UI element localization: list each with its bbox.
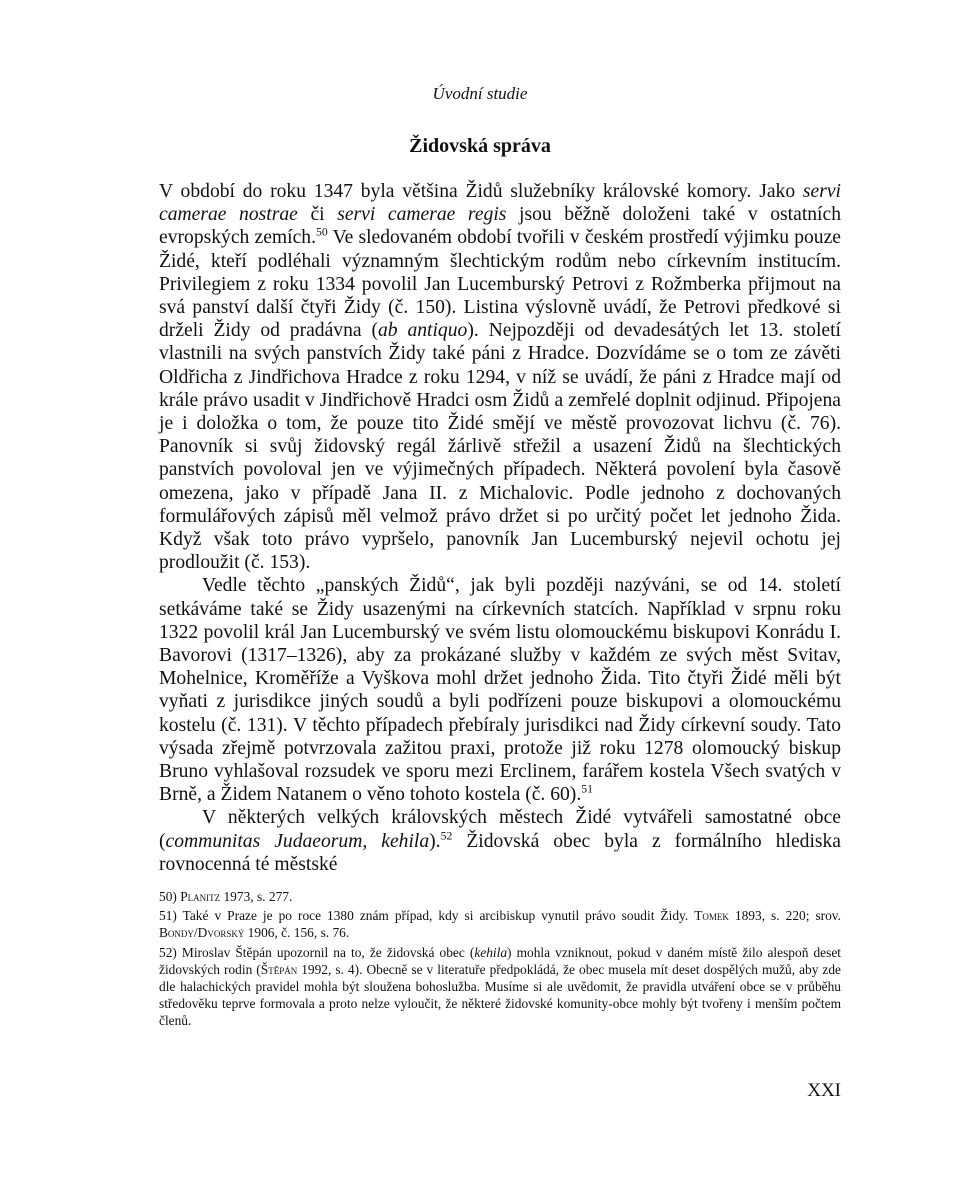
footnote-ref: 52 xyxy=(440,829,453,843)
text-run: 1992, s. 4). Obecně se v literatuře předpokládá, že obec musela mít deset dospělých mužů, aby zde dle halachických pravidel mohla být sloužena bohoslužba. Musíme si ale uvědomit, že pravidla utváření obce se v průběhu středověku teprve formovala a proto nelze vyloučit, že některé židovské komunity-obce mohly být tvořeny i menším počtem členů. xyxy=(159,961,841,1029)
body-text xyxy=(159,180,841,876)
text-run: 1973, s. 277. xyxy=(220,889,293,904)
section-title: Židovská správa xyxy=(409,135,551,157)
italic-term: communitas Judaeorum, kehila xyxy=(165,830,430,852)
text-run: 50) xyxy=(159,889,181,904)
italic-term: ab antiquo xyxy=(377,320,468,342)
text-run: 1906, č. 156, s. 76. xyxy=(244,925,350,941)
text-run: ) mohla vzniknout, pokud v daném místě žilo alespoň deset židovských rodin ( xyxy=(159,944,841,977)
text-run: V období do roku 1347 byla většina Židů služebníky královské komory. Jako xyxy=(159,181,803,202)
text-run: či xyxy=(297,204,338,226)
italic-term: servi camerae nostrae xyxy=(159,181,841,226)
text-run: jsou běžně doloženi také v ostatních evropských zemích. xyxy=(159,204,841,249)
text-run: 1893, s. 220; srov. xyxy=(728,908,841,924)
footnote xyxy=(159,944,841,1030)
footnotes xyxy=(159,888,841,1032)
text-run: Židovská obec byla z formálního hlediska rovnocenná té městské xyxy=(159,830,842,875)
italic-term: servi camerae regis xyxy=(337,204,507,226)
footnote-ref: 51 xyxy=(581,782,593,796)
text-run: V některých velkých královských městech Židé vytvářeli samostatné obce ( xyxy=(159,807,841,852)
text-run: ). xyxy=(429,830,441,852)
footnote xyxy=(159,907,841,941)
text-run: Ve sledovaném období tvořili v českém prostředí výjimku pouze Židé, kteří podléhali významným šlechtickým rodům nebo církevním institucím. Privilegiem z roku 1334 povolil Jan Lucemburský Petrovi z Rožmberka přijmout na svá panství další čtyři Židy (č. 150). Listina výslovně uvádí, že Petrovi předkové si drželi Židy od pradávna ( xyxy=(159,227,841,342)
footnote-ref: 50 xyxy=(316,225,328,239)
page-number: XXI xyxy=(807,1080,841,1101)
text-run: 52) Miroslav Štěpán upozornil na to, že židovská obec ( xyxy=(159,944,475,960)
footnote xyxy=(159,888,841,905)
italic-term: kehila xyxy=(474,944,508,960)
author-citation: Tomek xyxy=(694,908,729,924)
author-citation: Planitz xyxy=(180,889,221,904)
text-run: ). Nejpozději od devadesátých let 13. století vlastnili na svých panstvích Židy také páni z Hradce. Dozvídáme se o tom ze závěti Oldřicha z Jindřichova Hradce z roku 1294, v níž se uvádí, že páni z Hradce mají od krále právo usadit v Jindřichově Hradci osm Židů a zemřelé doplnit odjinud. Připojena je i doložka o tom, že pouze tito Židé smějí ve městě provozovat lichvu (č. 76). Panovník si svůj židovský regál žárlivě střežil a usazení Židů na šlechtických panstvích povoloval jen ve výjimečných případech. Některá povolení byla časově omezena, jako v případě Jana II. z Michalovic. Podle jednoho z dochovaných formulářových zápisů měl velmož právo držet si po určitý počet let jednoho Žida. Když však toto právo vypršelo, panovník Jan Lucemburský nejevil ochotu jej prodloužit (č. 153). xyxy=(159,320,841,574)
paragraph xyxy=(159,180,841,574)
running-head: Úvodní studie xyxy=(432,84,528,103)
text-run: 51) Také v Praze je po roce 1380 znám případ, kdy si arcibiskup vynutil právo soudit Židy. xyxy=(159,908,695,924)
text-run: Vedle těchto „panských Židů“, jak byli později nazýváni, se od 14. století setkáváme také se Židy usazenými na církevních statcích. Například v srpnu roku 1322 povolil král Jan Lucemburský ve svém listu olomouckému biskupovi Konrádu I. Bavorovi (1317–1326), aby za prokázané služby v každém ze svých měst Svitav, Mohelnice, Kroměříže a Vyškova mohl držet jednoho Žida. Tito čtyři Židé měli být vyňati z jurisdikce jiných soudů a byli podřízeni pouze biskupovi a olomouckému kostelu (č. 131). V těchto případech přebíraly jurisdikci nad Židy církevní soudy. Tato výsada zřejmě potvrzovala zažitou praxi, protože již roku 1278 olomoucký biskup Bruno vyhlašoval rozsudek ve sporu mezi Erclinem, farářem kostela Všech svatých v Brně, a Židem Natanem o věno tohoto kostela (č. 60). xyxy=(159,575,841,806)
author-citation: Štěpán xyxy=(260,961,298,977)
paragraph xyxy=(159,806,841,876)
paragraph xyxy=(159,574,841,806)
author-citation: Bondy/Dvorský xyxy=(159,925,245,941)
